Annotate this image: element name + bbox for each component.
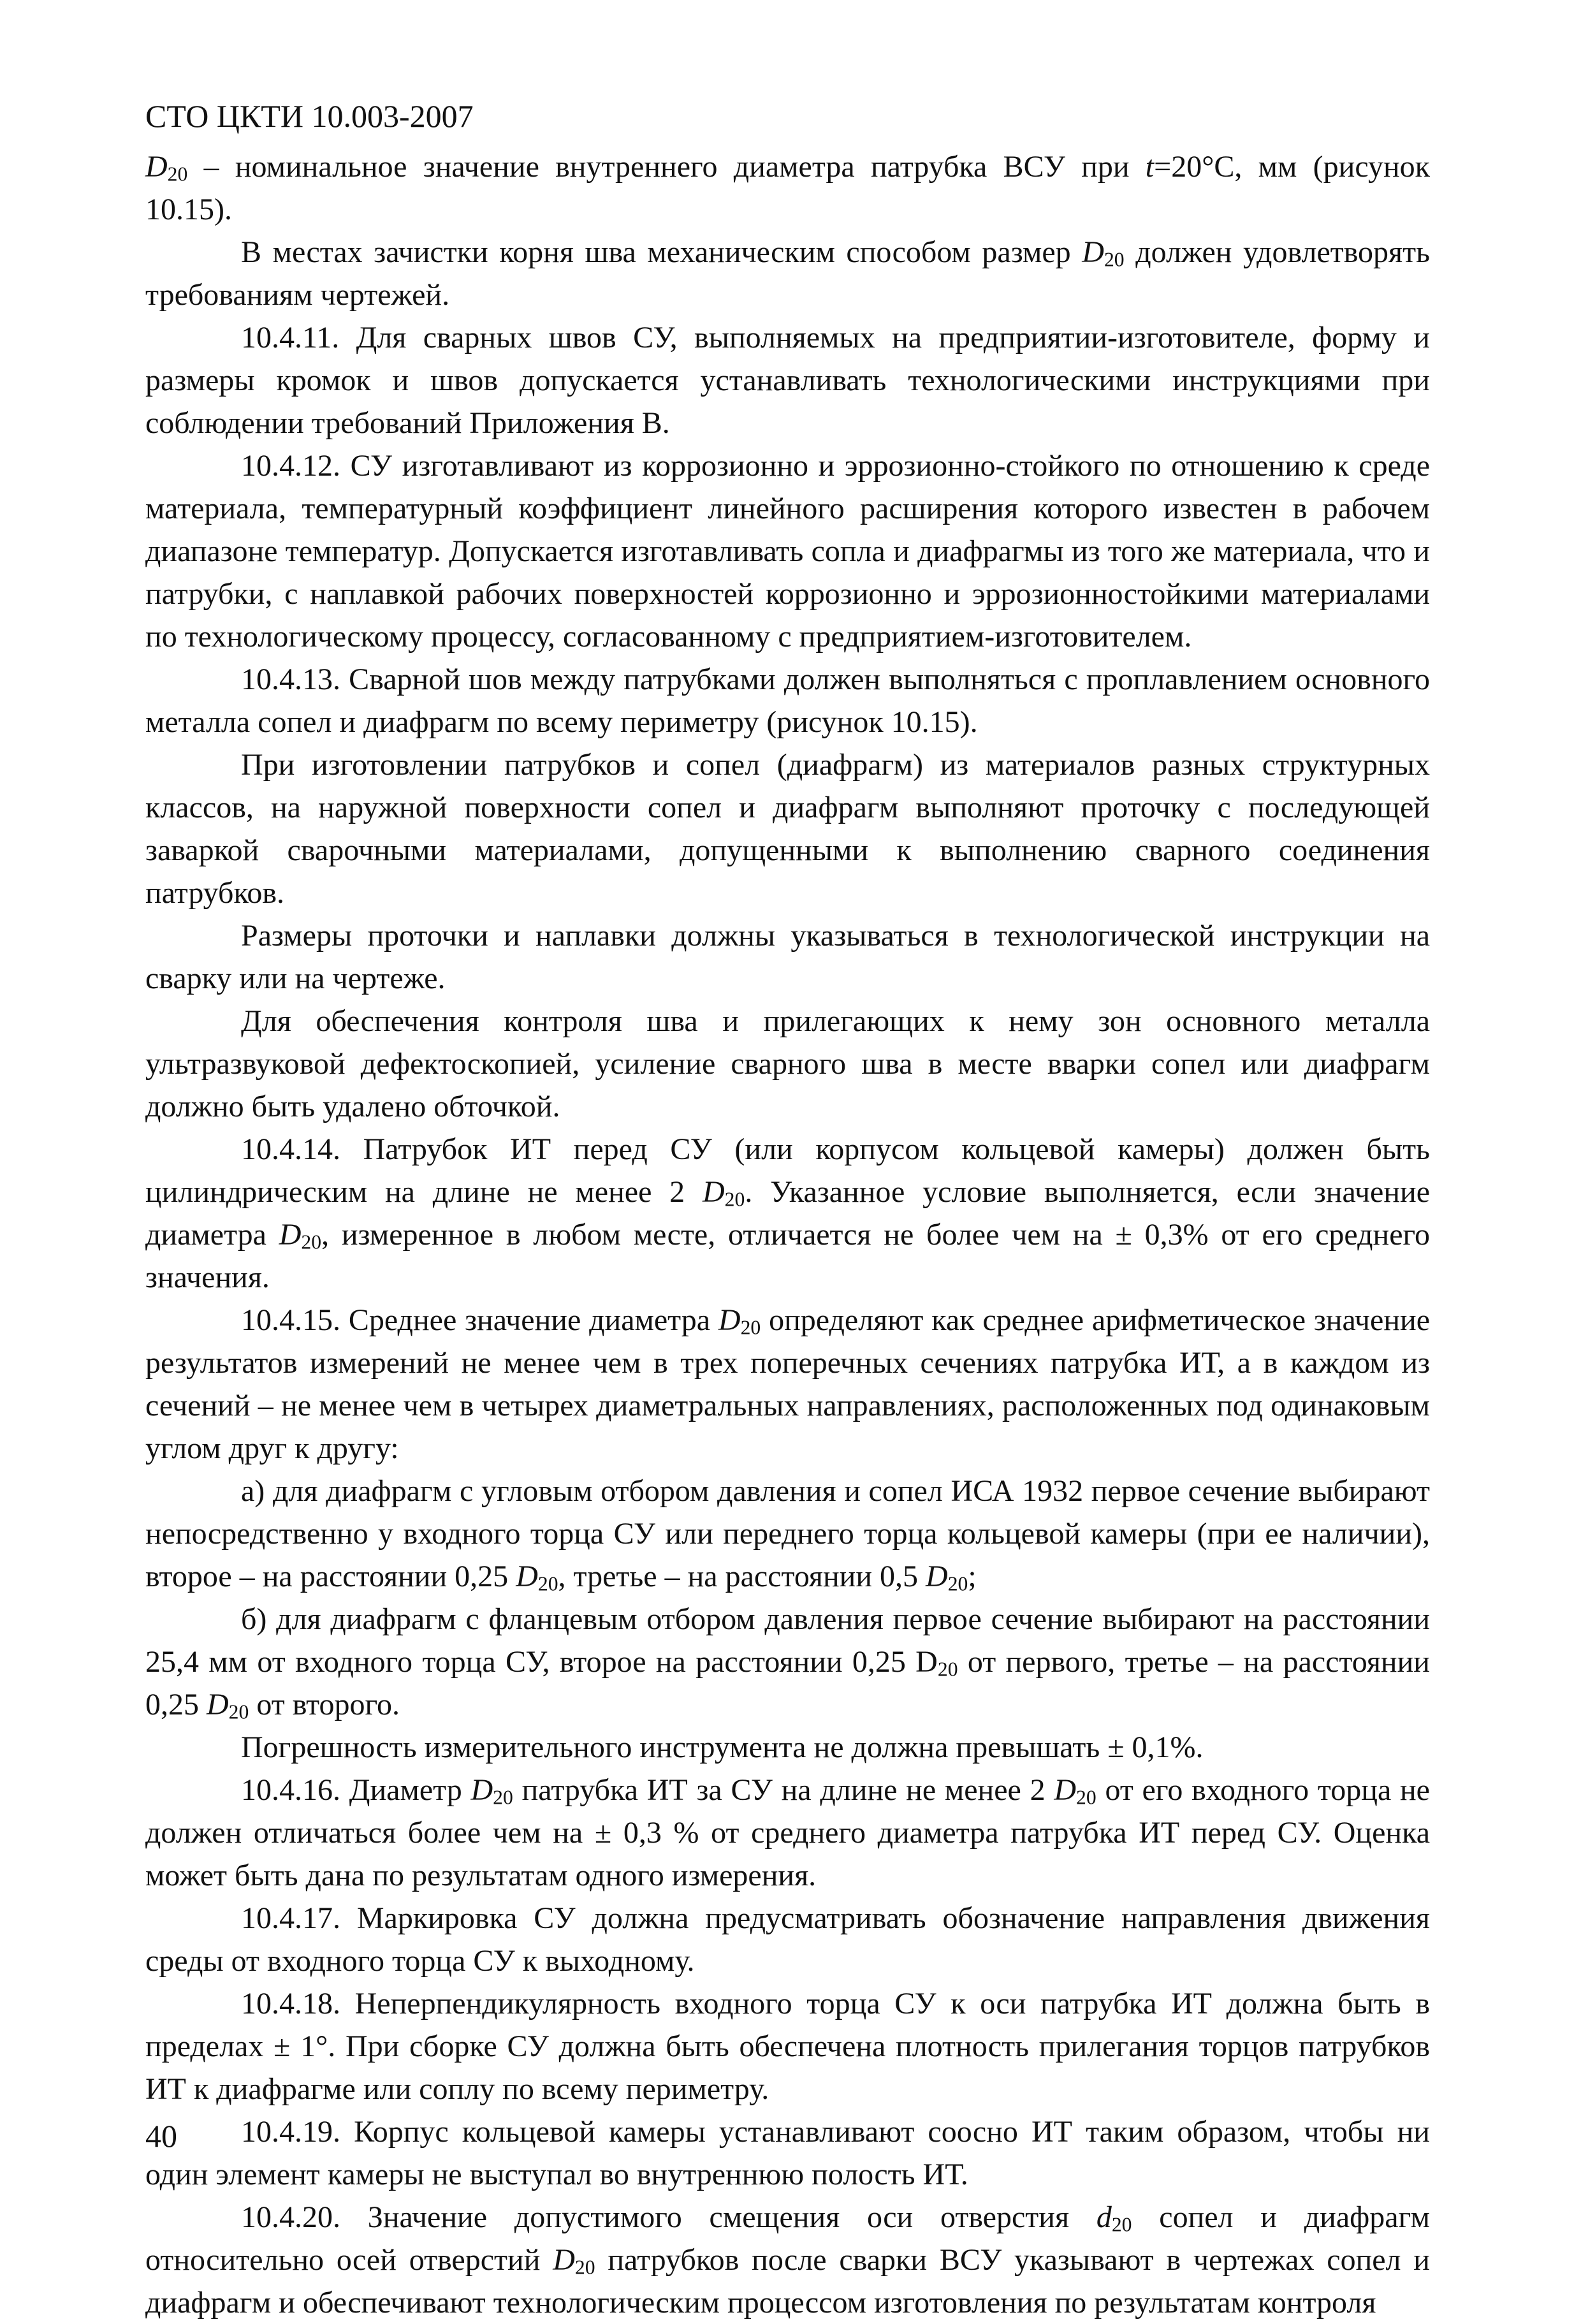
subscript: 20	[947, 1572, 968, 1595]
italic-symbol: d	[1096, 2200, 1112, 2234]
italic-symbol: D	[1082, 235, 1104, 269]
text-run: патрубка ИТ за СУ на длине не менее 2	[513, 1773, 1054, 1807]
paragraph	[145, 1726, 1430, 1769]
text-run: 10.4.15. Среднее значение диаметра	[241, 1303, 718, 1337]
text-run: Для обеспечения контроля шва и прилегающих к нему зон основного металла ультразвуковой дефектоскопией, усиление сварного шва в месте вварки сопел или диафрагм должно быть удалено обточкой.	[145, 1004, 1430, 1123]
text-run: При изготовлении патрубков и сопел (диафрагм) из материалов разных структурных классов, на наружной поверхности сопел и диафрагм выполняют проточку с последующей заваркой сварочными материалами, допущенными к выполнению сварного соединения патрубков.	[145, 748, 1430, 910]
paragraph	[145, 1897, 1430, 1982]
subscript: 20	[937, 1658, 958, 1681]
text-run: определяют как среднее арифметическое значение результатов измерений не менее чем в трех поперечных сечениях патрубка ИТ, а в каждом из сечений – не менее чем в четырех диаметральных направлениях, расположенных под одинаковым углом друг к другу:	[145, 1303, 1431, 1465]
paragraph	[145, 1769, 1430, 1897]
page-number: 40	[145, 2118, 177, 2154]
subscript: 20	[1111, 2213, 1132, 2236]
paragraph	[145, 743, 1430, 914]
text-run: Погрешность измерительного инструмента не должна превышать ± 0,1%.	[241, 1730, 1204, 1764]
text-run: а) для диафрагм с угловым отбором давления и сопел ИСА 1932 первое сечение выбирают непосредственно у входного торца СУ или переднего торца кольцевой камеры (при ее наличии), второе – на расстоянии 0,25	[145, 1474, 1430, 1593]
text-run: 10.4.18. Неперпендикулярность входного торца СУ к оси патрубка ИТ должна быть в пределах ± 1°. При сборке СУ должна быть обеспечена плотность прилегания торцов патрубков ИТ к диафрагме или соплу по всему периметру.	[145, 1987, 1430, 2106]
text-run: 10.4.14. Патрубок ИТ перед СУ (или корпусом кольцевой камеры) должен быть цилиндрическим на длине не менее 2	[145, 1132, 1430, 1209]
subscript: 20	[493, 1786, 513, 1809]
italic-symbol: D	[926, 1560, 948, 1593]
italic-symbol: D	[718, 1303, 741, 1337]
subscript: 20	[740, 1316, 761, 1339]
text-run: 10.4.13. Сварной шов между патрубками должен выполняться с проплавлением основного металла сопел и диафрагм по всему периметру (рисунок 10.15).	[145, 662, 1430, 739]
paragraph	[145, 1299, 1430, 1470]
paragraph	[145, 444, 1430, 658]
subscript: 20	[1104, 248, 1125, 271]
text-run: ;	[968, 1560, 977, 1593]
italic-symbol: D	[145, 150, 168, 184]
paragraph	[145, 1982, 1430, 2110]
text-run: 10.4.11. Для сварных швов СУ, выполняемых на предприятии-изготовителе, форму и размеры кромок и швов допускается устанавливать технологическими инструкциями при соблюдении требований Приложения В.	[145, 321, 1430, 440]
text-run: Размеры проточки и наплавки должны указываться в технологической инструкции на сварку или на чертеже.	[145, 919, 1430, 995]
text-run: 10.4.16. Диаметр	[241, 1773, 471, 1807]
italic-symbol: D	[1054, 1773, 1077, 1807]
text-run: , третье – на расстоянии 0,5	[558, 1560, 926, 1593]
text-run: от его входного торца не должен отличаться более чем на ± 0,3 % от среднего диаметра патрубка ИТ перед СУ. Оценка может быть дана по результатам одного измерения.	[145, 1773, 1430, 1892]
text-run: 10.4.20. Значение допустимого смещения оси отверстия	[241, 2200, 1096, 2234]
text-run: сопел и диафрагм относительно осей отверстий	[145, 2200, 1431, 2277]
text-run: б) для диафрагм с фланцевым отбором давления первое сечение выбирают на расстоянии 25,4 мм от входного торца СУ, второе на расстоянии 0,25 D	[145, 1602, 1430, 1679]
text-run: – номинальное значение внутреннего диаметра патрубка ВСУ при	[187, 150, 1146, 184]
text-run: 10.4.12. СУ изготавливают из коррозионно и эррозионно-стойкого по отношению к среде материала, температурный коэффициент линейного расширения которого известен в рабочем диапазоне температур. Допускается изготавливать сопла и диафрагмы из того же материала, что и патрубки, с наплавкой рабочих поверхностей коррозионно и эррозионностойкими материалами по технологическому процессу, согласованному с предприятием-изготовителем.	[145, 449, 1430, 654]
italic-symbol: D	[516, 1560, 538, 1593]
paragraph	[145, 2110, 1430, 2196]
text-run: 10.4.17. Маркировка СУ должна предусматривать обозначение направления движения среды от входного торца СУ к выходному.	[145, 1901, 1430, 1978]
subscript: 20	[724, 1188, 745, 1211]
paragraph	[145, 2196, 1430, 2324]
paragraph	[145, 1598, 1430, 1726]
subscript: 20	[301, 1231, 322, 1253]
italic-symbol: D	[470, 1773, 493, 1807]
paragraph	[145, 316, 1430, 444]
text-run: . Указанное условие выполняется, если значение диаметра	[145, 1175, 1430, 1252]
paragraph	[145, 231, 1430, 316]
text-run: , измеренное в любом месте, отличается не более чем на ± 0,3% от его среднего значения.	[145, 1218, 1431, 1294]
document-code-header: СТО ЦКТИ 10.003-2007	[145, 98, 474, 134]
paragraph	[145, 1470, 1430, 1598]
subscript: 20	[1076, 1786, 1096, 1809]
paragraph	[145, 145, 1430, 231]
paragraph	[145, 658, 1430, 743]
subscript: 20	[167, 163, 188, 186]
italic-symbol: D	[702, 1175, 725, 1209]
italic-symbol: t	[1145, 150, 1155, 184]
subscript: 20	[228, 1700, 249, 1723]
paragraph	[145, 1128, 1430, 1299]
text-run: патрубков после сварки ВСУ указывают в чертежах сопел и диафрагм и обеспечивают технологическим процессом изготовления по результатам контроля	[145, 2243, 1430, 2320]
text-run: должен удовлетворять требованиям чертежей.	[145, 235, 1431, 312]
text-run: В местах зачистки корня шва механическим способом размер	[241, 235, 1082, 269]
text-run: от второго.	[249, 1688, 400, 1721]
italic-symbol: D	[207, 1688, 229, 1721]
text-run: 10.4.19. Корпус кольцевой камеры устанавливают соосно ИТ таким образом, чтобы ни один элемент камеры не выступал во внутреннюю полость ИТ.	[145, 2115, 1430, 2191]
italic-symbol: D	[279, 1218, 302, 1252]
text-run: =20°С, мм (рисунок 10.15).	[145, 150, 1430, 226]
text-run: от первого, третье – на расстоянии 0,25	[145, 1645, 1430, 1721]
subscript: 20	[574, 2256, 595, 2279]
paragraph	[145, 914, 1430, 1000]
paragraph	[145, 1000, 1430, 1128]
italic-symbol: D	[553, 2243, 575, 2277]
document-body	[145, 145, 1430, 2324]
subscript: 20	[537, 1572, 558, 1595]
